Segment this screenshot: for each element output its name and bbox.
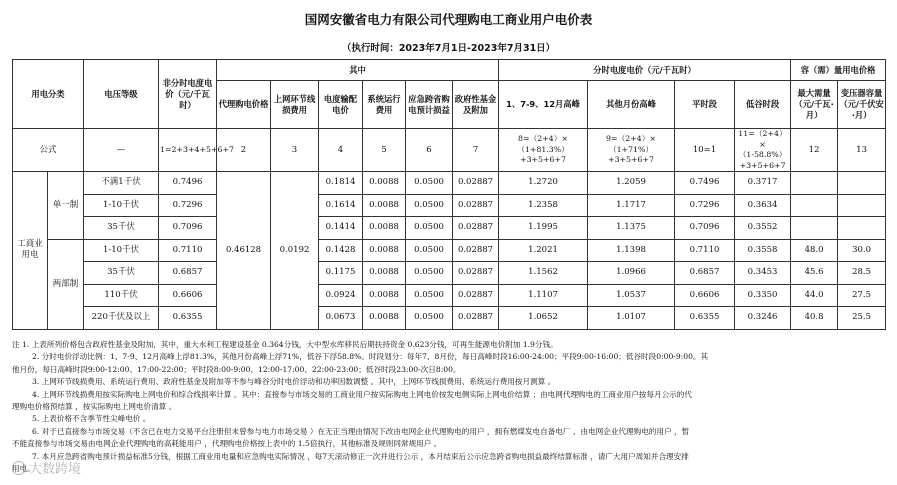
cell: 0.0088	[363, 262, 406, 285]
cell: 0.02887	[453, 217, 499, 240]
formula-row	[13, 129, 886, 172]
cell: 0.0088	[363, 194, 406, 217]
header-tou: 分时电度电价（元/千瓦时）	[499, 60, 791, 81]
voltage-cell: 35千伏	[84, 262, 159, 285]
formula-13: 13	[838, 129, 886, 172]
header-agent-price: 代理购电价格	[217, 81, 271, 129]
cell: 0.6857	[159, 262, 217, 285]
formula-4: 4	[319, 129, 363, 172]
cell: 0.0500	[406, 262, 453, 285]
cell: 0.6857	[675, 262, 735, 285]
table-row	[13, 217, 886, 240]
cell: 44.0	[791, 284, 838, 307]
table-row	[13, 284, 886, 307]
formula-1: 1=2+3+4+5+6+7	[159, 129, 217, 172]
cell: 0.3350	[735, 284, 791, 307]
header-system-ops: 系统运行费用	[363, 81, 406, 129]
formula-5: 5	[363, 129, 406, 172]
cell: 0.7110	[159, 239, 217, 262]
note-line: 5. 上表价格不含季节性尖峰电价 。	[32, 414, 151, 424]
note-line: 不能直接参与市场交易由电网企业代理购电的高耗能用户 ，代理购电价格按上表中的 1.5倍执行，其他标准及规则同常规用户 。	[12, 439, 442, 449]
header-peak: 1、7-9、12月高峰	[499, 81, 588, 129]
notes-section	[12, 339, 887, 475]
formula-2: 2	[217, 129, 271, 172]
voltage-cell: 220千伏及以上	[84, 307, 159, 330]
cell: 1.1398	[588, 239, 675, 262]
header-capacity: 容（需）量用电价格	[791, 60, 886, 81]
cell: 1.2021	[499, 239, 588, 262]
cell: 0.7296	[159, 194, 217, 217]
cell: 0.02887	[453, 239, 499, 262]
cell: 0.02887	[453, 194, 499, 217]
cell: 0.3246	[735, 307, 791, 330]
cell: 1.1562	[499, 262, 588, 285]
formula-dash: —	[84, 129, 159, 172]
cell: 1.0966	[588, 262, 675, 285]
cell: 1.1995	[499, 217, 588, 240]
cell: 0.7096	[675, 217, 735, 240]
cell: 30.0	[838, 239, 886, 262]
voltage-cell: 110千伏	[84, 284, 159, 307]
cell: 0.0500	[406, 284, 453, 307]
cell: 0.6355	[159, 307, 217, 330]
note-line: 注 1. 上表所列价格包含政府性基金及附加，其中，重大水利工程建设基金 0.364分钱，大中型水库移民后期扶持资金 0.623分钱，可再生能源电价附加 1.9分钱。	[12, 340, 558, 349]
execution-period: （执行时间：2023年7月1日-2023年7月31日）	[341, 43, 556, 54]
formula-7: 7	[453, 129, 499, 172]
cell: 28.5	[838, 262, 886, 285]
cell: 1.0107	[588, 307, 675, 330]
cell	[791, 172, 838, 195]
cell: 0.3634	[735, 194, 791, 217]
cell	[838, 194, 886, 217]
cell: 0.3552	[735, 217, 791, 240]
cell: 0.7496	[675, 172, 735, 195]
cell: 1.1717	[588, 194, 675, 217]
cell: 0.0088	[363, 217, 406, 240]
formula-11: 11=（2+4）× （1-58.8%） +3+5+6+7	[735, 129, 791, 172]
cell: 0.0500	[406, 194, 453, 217]
cell: 48.0	[791, 239, 838, 262]
voltage-cell: 35千伏	[84, 217, 159, 240]
header-transformer: 变压器容量（元/千伏安·月）	[838, 81, 886, 129]
cell: 1.1107	[499, 284, 588, 307]
cell: 0.7496	[159, 172, 217, 195]
cell: 1.0537	[588, 284, 675, 307]
note-line: 7. 本月应急跨省购电预计损益标准5分钱，根据工商业用电量和应急购电实际情况 ，每7天滚动修正一次并进行公示 ，本月结束后公示应急跨省购电损益最终结算标准 ，请广大用户周知并合理安排	[32, 451, 689, 461]
cell: 0.02887	[453, 172, 499, 195]
formula-label: 公式	[13, 129, 84, 172]
formula-10: 10=1	[675, 129, 735, 172]
cell: 0.3558	[735, 239, 791, 262]
cell: 25.5	[838, 307, 886, 330]
cell: 0.02887	[453, 307, 499, 330]
cell: 0.0088	[363, 284, 406, 307]
group-industry: 工商业用电	[13, 172, 48, 330]
cell: 0.1614	[319, 194, 363, 217]
cell: 0.02887	[453, 262, 499, 285]
cell: 0.02887	[453, 284, 499, 307]
cell: 0.0500	[406, 239, 453, 262]
cell: 40.8	[791, 307, 838, 330]
note-line: 用电。	[12, 464, 35, 474]
watermark-text: 大数跨境	[29, 462, 82, 477]
group-dual: 两部制	[48, 239, 84, 329]
voltage-cell: 1-10千伏	[84, 239, 159, 262]
document-title: 国网安徽省电力有限公司代理购电工商业用户电价表	[304, 12, 593, 27]
header-emergency: 应急跨省购电预计损益	[406, 81, 453, 129]
cell: 27.5	[838, 284, 886, 307]
cell: 0.1814	[319, 172, 363, 195]
cell: 0.1428	[319, 239, 363, 262]
cell: 45.6	[791, 262, 838, 285]
cell: 0.0924	[319, 284, 363, 307]
header-grid-loss: 上网环节线损费用	[271, 81, 319, 129]
formula-12: 12	[791, 129, 838, 172]
table-row	[13, 262, 886, 285]
header-max-demand: 最大需量（元/千瓦·月）	[791, 81, 838, 129]
note-line: 他月份，每日高峰时段9:00-12:00、17:00-22:00；平时段8:00-9:00、12:00-17:00、22:00-23:00；低谷时段23:00-次日8:00。	[12, 364, 461, 374]
cell: 0.6355	[675, 307, 735, 330]
cell: 0.7096	[159, 217, 217, 240]
formula-9: 9=（2+4）× （1+71%） +3+5+6+7	[588, 129, 675, 172]
formula-8: 8=（2+4）× （1+81.3%） +3+5+6+7	[499, 129, 588, 172]
note-line: 4. 上网环节线损费用按实际购电上网电价和综合线损率计算 。其中：直接参与市场交易的工商业用户按实际购电上网电价按发电侧实际上网电价结算 ；由电网代理购电的工商业用户按每月公示的代	[32, 389, 692, 399]
cell	[791, 194, 838, 217]
table-row	[13, 172, 886, 195]
note-line: 理购电价格预结算 ，按实际购电上网电价清算 。	[12, 402, 177, 412]
cell: 0.0500	[406, 217, 453, 240]
cell: 0.0088	[363, 172, 406, 195]
cell: 1.2358	[499, 194, 588, 217]
cell: 0.0673	[319, 307, 363, 330]
shared-agent-price: 0.46128	[217, 172, 271, 330]
table-row	[13, 307, 886, 330]
note-line: 3. 上网环节线损费用、系统运行费用、政府性基金及附加等不参与峰谷分时电价浮动和功率因数调整 。其中，上网环节线损费用、系统运行费用按月测算 。	[32, 377, 556, 387]
cell: 0.3453	[735, 262, 791, 285]
header-gov-fund: 政府性基金及附加	[453, 81, 499, 129]
cell: 0.0500	[406, 307, 453, 330]
formula-6: 6	[406, 129, 453, 172]
voltage-cell: 不满1千伏	[84, 172, 159, 195]
cell: 0.0088	[363, 307, 406, 330]
cell: 0.1414	[319, 217, 363, 240]
cell	[791, 217, 838, 240]
header-valley: 低谷时段	[735, 81, 791, 129]
watermark	[12, 458, 81, 477]
header-time-rate: 非分时电度电价（元/千瓦时）	[159, 60, 217, 129]
cell: 0.7296	[675, 194, 735, 217]
table-row	[13, 239, 886, 262]
header-other-peak: 其他月份高峰	[588, 81, 675, 129]
group-single: 单一制	[48, 172, 84, 240]
table-row	[13, 194, 886, 217]
header-transmission: 电度输配电价	[319, 81, 363, 129]
formula-3: 3	[271, 129, 319, 172]
cell: 0.1175	[319, 262, 363, 285]
cell: 0.6606	[675, 284, 735, 307]
cell	[838, 172, 886, 195]
cell: 0.0088	[363, 239, 406, 262]
header-within: 其中	[217, 60, 499, 81]
header-flat: 平时段	[675, 81, 735, 129]
cell: 0.3717	[735, 172, 791, 195]
cell: 0.0500	[406, 172, 453, 195]
header-category: 用电分类	[13, 60, 84, 129]
note-line: 2. 分时电价浮动比例：1、7-9、12月高峰上浮81.3%，其他月份高峰上浮71%，低谷下浮58.8%。时段划分：每年7、8月份，每日高峰时段16:00-24:00；平段9:00-16:00；低谷时段0:00-9:00。其	[32, 352, 709, 362]
voltage-cell: 1-10千伏	[84, 194, 159, 217]
price-table	[12, 59, 886, 330]
watermark-logo-icon	[12, 461, 26, 475]
cell: 0.6606	[159, 284, 217, 307]
cell: 0.7110	[675, 239, 735, 262]
cell	[838, 217, 886, 240]
cell: 1.1375	[588, 217, 675, 240]
cell: 1.2720	[499, 172, 588, 195]
shared-grid-loss: 0.0192	[271, 172, 319, 330]
cell: 1.2059	[588, 172, 675, 195]
header-voltage: 电压等级	[84, 60, 159, 129]
cell: 1.0652	[499, 307, 588, 330]
note-line: 6. 对于已直接参与市场交易（不含已在电力交易平台注册但未曾参与电力市场交易 ）在无正当理由情况下改由电网企业代理购电的用户 ，拥有燃煤发电自备电厂 、由电网企业代理购电的用户 ，暂	[32, 426, 690, 436]
